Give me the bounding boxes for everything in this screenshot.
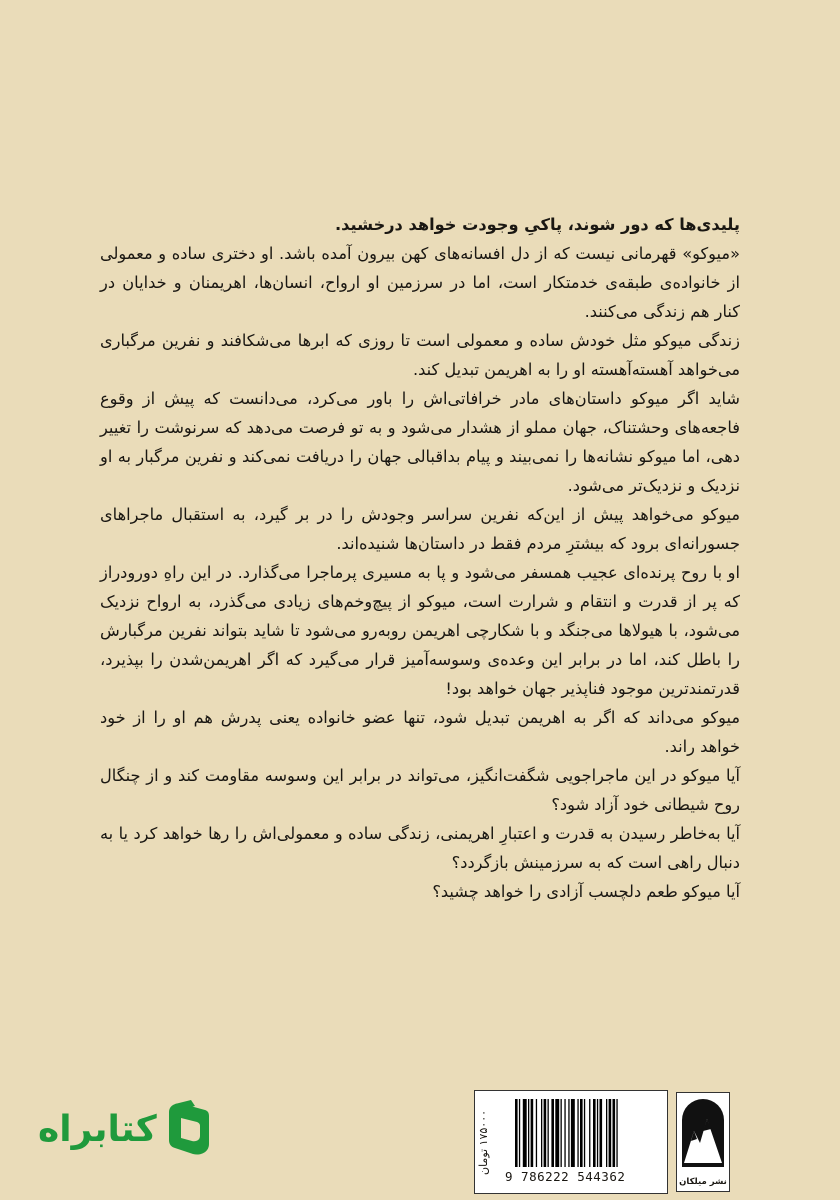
isbn-number: 9 786222 544362: [505, 1169, 626, 1184]
publisher-name: نشر میلکان: [679, 1177, 727, 1187]
barcode-bar: [600, 1099, 603, 1167]
barcode-bar: [531, 1099, 534, 1167]
blurb-lead: پلیدی‌ها که دور شوند، پاکیِ وجودت خواهد درخشید.: [334, 215, 740, 234]
barcode-bar: [536, 1099, 537, 1167]
barcode-bar: [568, 1099, 569, 1167]
mountain-logo-icon: [680, 1097, 726, 1169]
barcode-bar: [606, 1099, 607, 1167]
blurb-paragraph: آیا به‌خاطر رسیدن به قدرت و اعتبارِ اهریمنی، زندگی ساده و معمولی‌اش را رها خواهد کرد یا به دنبال راهی است که به سرزمینش بازگردد؟: [100, 824, 740, 872]
barcode-bar: [555, 1099, 559, 1167]
back-cover-blurb: [100, 210, 740, 906]
barcode-bar: [571, 1099, 575, 1167]
barcode-bar: [551, 1099, 554, 1167]
blurb-paragraph: میوکو می‌خواهد پیش از این‌که نفرین سراسر وجودش را در بر گیرد، به استقبال ماجراهای جسورانه‌ای برود که بیشترِ مردم فقط در داستان‌ها شنیده‌اند.: [100, 505, 740, 553]
blurb-paragraph: شاید اگر میوکو داستان‌های مادر خرافاتی‌اش را باور می‌کرد، می‌دانست که پیش از وقوع فاجعه‌های وحشتناک، جهان مملو از هشدار می‌شود و به تو فرصت می‌دهد که سرنوشت را تغییر دهی، اما میوکو نشانه‌ها را نمی‌بیند و پیام بداقبالی جهان را دریافت نمی‌کند و نفرین مرگبار به او نزدیک و نزدیک‌تر می‌شود.: [100, 389, 740, 495]
barcode-bar: [580, 1099, 583, 1167]
barcode-bar: [613, 1099, 616, 1167]
blurb-paragraph: میوکو می‌داند که اگر به اهریمن تبدیل شود، تنها عضو خانواده یعنی پدرش هم او را از خود خواهد راند.: [100, 708, 740, 756]
blurb-paragraph: «میوکو» قهرمانی نیست که از دل افسانه‌های کهن بیرون آمده باشد. او دختری ساده و معمولی از خانواده‌ی طبقه‌ی خدمتکار است، اما در سرزمین او ارواح، انسان‌ها، اهریمنان و خدایان در کنار هم زندگی می‌کنند.: [100, 244, 740, 321]
price-label: ۱۷۵۰۰۰ تومان: [477, 1109, 490, 1175]
blurb-paragraph: آیا میوکو طعم دلچسب آزادی را خواهد چشید؟: [432, 882, 740, 901]
ketabrah-logo: [38, 1098, 211, 1160]
barcode-bar: [519, 1099, 520, 1167]
barcode-bar: [577, 1099, 578, 1167]
barcode-bar: [541, 1099, 542, 1167]
barcode-bar: [523, 1099, 527, 1167]
barcode-bar: [561, 1099, 562, 1167]
barcode-bar: [528, 1099, 529, 1167]
publisher-logo: [676, 1092, 730, 1192]
barcode-bar: [544, 1099, 547, 1167]
barcode-bars: [515, 1099, 661, 1167]
barcode-bar: [589, 1099, 590, 1167]
blurb-paragraph: آیا میوکو در این ماجراجویی شگفت‌انگیز، می‌تواند در برابر این وسوسه مقاومت کند و از چنگال روح شیطانی خود آزاد شود؟: [100, 766, 740, 814]
barcode-bar: [548, 1099, 549, 1167]
barcode-bar: [597, 1099, 598, 1167]
ketabrah-logo-icon: [161, 1098, 211, 1160]
barcode-bar: [584, 1099, 585, 1167]
barcode-bar: [616, 1099, 617, 1167]
blurb-paragraph: زندگی میوکو مثل خودش ساده و معمولی است تا روزی که ابرها می‌شکافند و نفرین مرگباری می‌خواهد آهسته‌آهسته او را به اهریمن تبدیل کند.: [100, 331, 740, 379]
barcode-bar: [564, 1099, 565, 1167]
ketabrah-logo-text: کتابراه: [38, 1108, 157, 1150]
barcode-bar: [593, 1099, 596, 1167]
barcode-bar: [515, 1099, 518, 1167]
barcode-box: [474, 1090, 668, 1194]
blurb-paragraph: او با روح پرنده‌ای عجیب همسفر می‌شود و پا به مسیری پرماجرا می‌گذارد. در این راهِ دورودراز که پر از قدرت و انتقام و شرارت است، میوکو از پیچ‌وخم‌های زیادی می‌گذرد، به ارواح نزدیک می‌شود، با هیولاها می‌جنگد و با شکارچی اهریمن روبه‌رو می‌شود تا شاید بتواند نفرین مرگبارش را باطل کند، اما در برابر این وعده‌ی وسوسه‌آمیز قرار می‌گیرد که اگر اهریمن‌شدن را بپذیرد، قدرتمندترین موجود فناپذیر جهان خواهد بود!: [100, 563, 740, 698]
barcode-bar: [609, 1099, 612, 1167]
